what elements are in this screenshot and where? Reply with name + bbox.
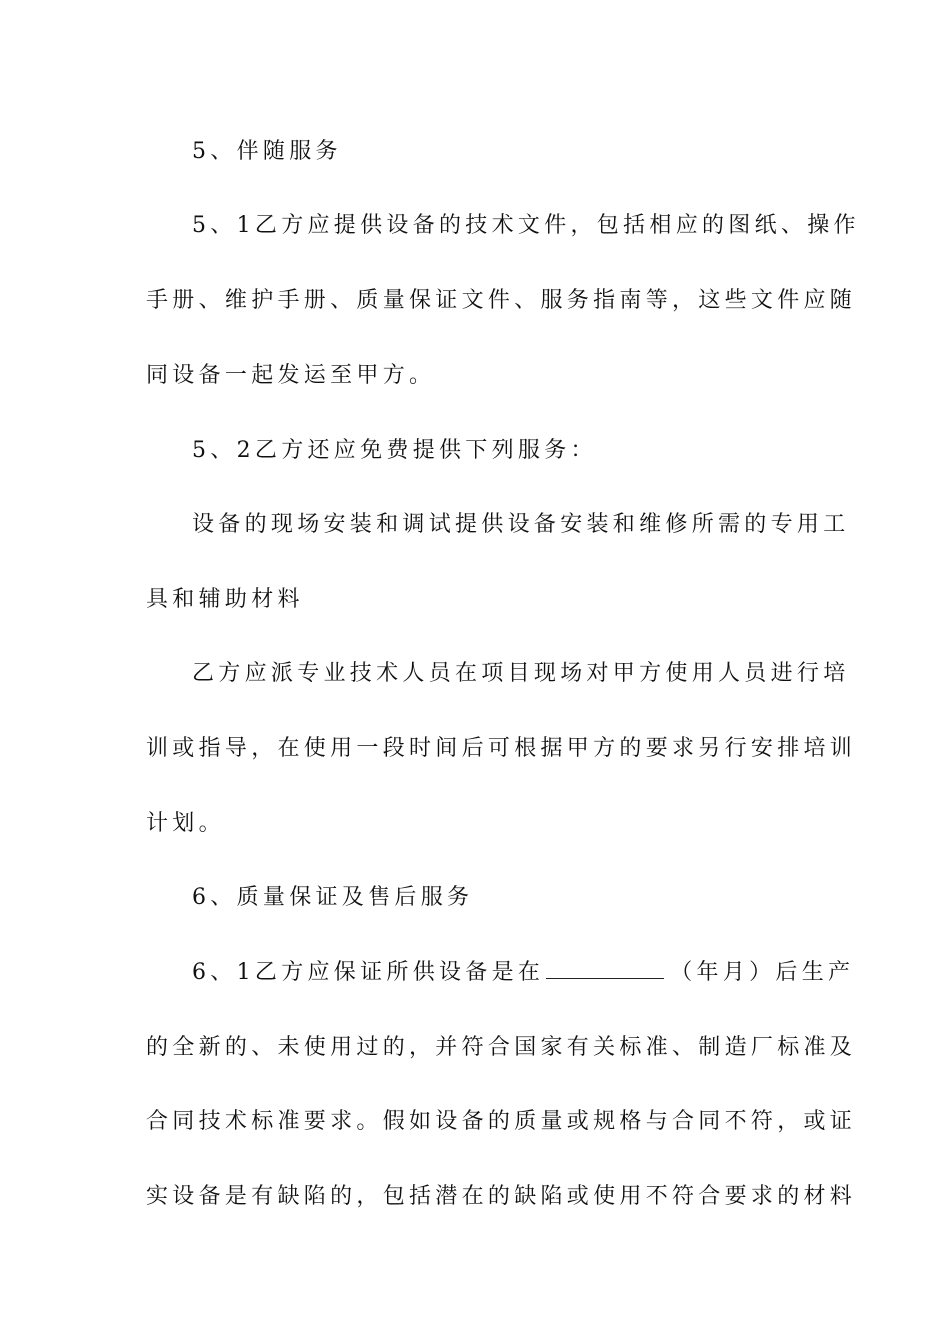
paragraph-line: 5、1乙方应提供设备的技术文件，包括相应的图纸、操作 xyxy=(192,213,860,238)
section-heading-6: 6、质量保证及售后服务 xyxy=(192,885,474,910)
paragraph-line: 5、2乙方还应免费提供下列服务： xyxy=(192,438,597,463)
paragraph-line: 设备的现场安装和调试提供设备安装和维修所需的专用工 xyxy=(192,512,850,537)
paragraph-line: 实设备是有缺陷的，包括潜在的缺陷或使用不符合要求的材料 xyxy=(146,1184,857,1209)
blank-suffix-text: （年月）后生产 xyxy=(670,960,855,985)
paragraph-line: 训或指导，在使用一段时间后可根据甲方的要求另行安排培训 xyxy=(146,736,857,761)
paragraph-line: 的全新的、未使用过的，并符合国家有关标准、制造厂标准及 xyxy=(146,1035,857,1060)
fill-in-blank xyxy=(546,960,664,979)
paragraph-line: 具和辅助材料 xyxy=(146,587,304,612)
blank-prefix-text: 6、1乙方应保证所供设备是在 xyxy=(192,960,545,985)
paragraph-line: 同设备一起发运至甲方。 xyxy=(146,363,436,388)
paragraph-line: 计划。 xyxy=(146,811,225,836)
paragraph-line: 手册、维护手册、质量保证文件、服务指南等，这些文件应随 xyxy=(146,288,857,313)
paragraph-line: 乙方应派专业技术人员在项目现场对甲方使用人员进行培 xyxy=(192,661,850,686)
section-heading-5: 5、伴随服务 xyxy=(192,139,342,164)
paragraph-line-with-blank xyxy=(192,958,855,988)
paragraph-line: 合同技术标准要求。假如设备的质量或规格与合同不符，或证 xyxy=(146,1109,857,1134)
